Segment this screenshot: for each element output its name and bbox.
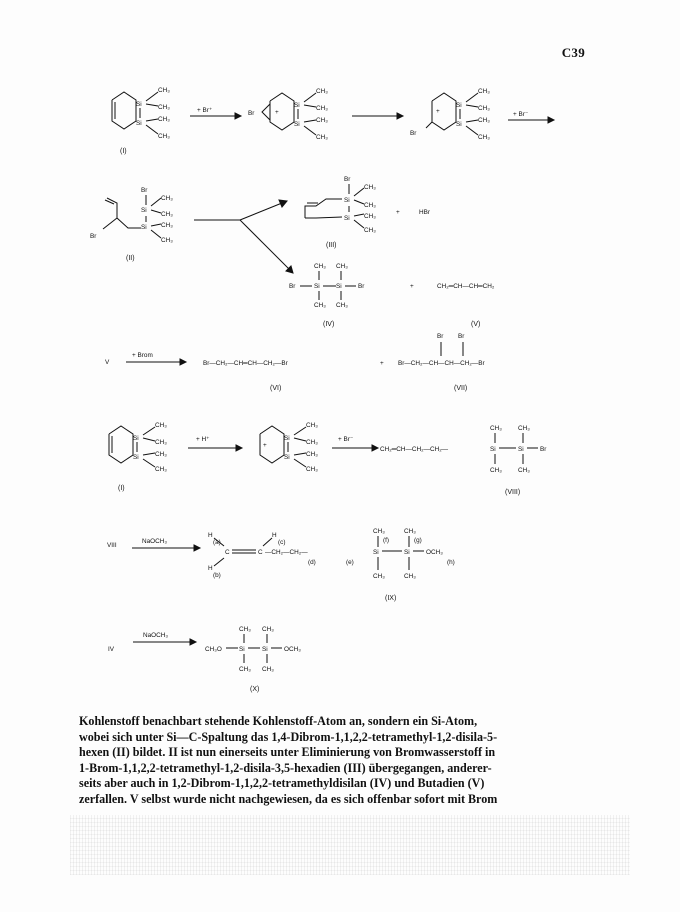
chem-text: Si xyxy=(456,102,462,109)
label-V: (V) xyxy=(471,321,481,328)
ref-VIII: VIII xyxy=(107,542,117,549)
chem-text: CH₃ xyxy=(336,263,348,270)
compound-I-structure-2 xyxy=(109,422,167,473)
body-paragraph xyxy=(79,714,615,808)
chem-text: Br xyxy=(141,187,148,194)
chem-text: CH₃ xyxy=(161,237,173,244)
chem-text: + xyxy=(410,283,414,290)
chem-text: CH₃ xyxy=(155,422,167,429)
reagent-naoch3: NaOCH₃ xyxy=(142,538,167,545)
chem-text: CH₃ xyxy=(306,422,318,429)
atom-si: Si xyxy=(136,101,142,108)
chem-text: CH₃ xyxy=(404,528,416,535)
svg-text:+: + xyxy=(275,109,279,116)
paragraph-line: seits aber auch in 1,2-Dibrom-1,1,2,2-tetramethyldisilan (IV) und Butadien (V) xyxy=(79,776,485,791)
chem-text: CH₃ xyxy=(262,666,274,673)
chem-text: Si xyxy=(314,283,320,290)
chem-text: Si xyxy=(294,121,300,128)
chem-text: CH₃ xyxy=(314,302,326,309)
chem-text: CH₃ xyxy=(158,116,170,123)
chem-text: CH₃ xyxy=(316,134,328,141)
chem-text: C xyxy=(258,549,263,556)
paragraph-line: wobei sich unter Si—C-Spaltung das 1,4-Dibrom-1,1,2,2-tetramethyl-1,2-disila-5- xyxy=(79,729,498,744)
chem-text: Br xyxy=(90,233,97,240)
compound-I-structure xyxy=(112,87,170,140)
chem-text: (c) xyxy=(278,539,286,546)
chem-text: CH₃ xyxy=(161,222,173,229)
chem-text: Br xyxy=(344,176,351,183)
chem-text: CH₃ xyxy=(161,211,173,218)
ref-IV: IV xyxy=(108,646,115,653)
chem-text: Si xyxy=(373,549,379,556)
reagent-br-plus: + Br⁺ xyxy=(197,107,213,114)
chem-text: + xyxy=(380,360,384,367)
chem-text: (h) xyxy=(447,559,455,566)
chem-text: Si xyxy=(141,207,147,214)
chem-text: CH₃ xyxy=(155,439,167,446)
paragraph-line: Kohlenstoff benachbart stehende Kohlenstoff-Atom an, sondern ein Si-Atom, xyxy=(79,714,478,728)
chem-text: CH₃ xyxy=(364,213,376,220)
chem-text: CH₃ xyxy=(239,666,251,673)
compound-VII-structure xyxy=(398,333,485,367)
chem-text: (d) xyxy=(308,559,316,566)
chem-text: CH₂═CH—CH₂—CH₂— xyxy=(380,446,449,453)
chem-text: Si xyxy=(262,646,268,653)
chem-text: CH₃ xyxy=(158,87,170,94)
chem-text: OCH₃ xyxy=(426,549,443,556)
chem-text: Br xyxy=(289,283,296,290)
atom-si: Si xyxy=(136,120,142,127)
chem-text: Si xyxy=(133,454,139,461)
svg-text:+: + xyxy=(263,442,267,449)
chem-text: Si xyxy=(284,454,290,461)
chem-text: CH₃ xyxy=(518,425,530,432)
label-VII: (VII) xyxy=(454,385,468,392)
compound-II-structure xyxy=(90,187,173,244)
chem-text: Br xyxy=(540,446,547,453)
chem-text: Br xyxy=(458,333,465,340)
chem-text: CH₃O xyxy=(205,646,222,653)
chem-text: (b) xyxy=(213,572,221,579)
chem-text: Br xyxy=(248,110,255,117)
chem-text: CH₃ xyxy=(478,134,490,141)
chem-text: CH₃ xyxy=(404,573,416,580)
compound-X-structure xyxy=(205,626,301,673)
chem-text: (f) xyxy=(383,537,390,544)
chem-text: Si xyxy=(404,549,410,556)
compound-IV-structure xyxy=(289,263,365,309)
chem-text: Si xyxy=(490,446,496,453)
chem-text: CH₃ xyxy=(478,117,490,124)
compound-III-structure xyxy=(305,176,376,234)
chem-text: (e) xyxy=(346,559,354,566)
svg-text:+: + xyxy=(436,108,440,115)
label-III: (III) xyxy=(326,242,337,249)
paragraph-line: hexen (II) bildet. II ist nun einerseits unter Eliminierung von Bromwasserstoff in xyxy=(79,745,496,760)
chem-text: Si xyxy=(284,435,290,442)
chem-text: CH₃ xyxy=(373,528,385,535)
chem-text: CH₃ xyxy=(478,105,490,112)
chem-text: (g) xyxy=(414,537,422,544)
chem-text: Si xyxy=(133,435,139,442)
chem-text: CH₃ xyxy=(158,133,170,140)
chem-text: Br xyxy=(410,130,417,137)
chem-text: H xyxy=(208,565,213,572)
chem-text: CH₃ xyxy=(316,117,328,124)
label-IV: (IV) xyxy=(323,321,335,328)
carbocation-intermediate xyxy=(410,88,490,141)
chem-text: Si xyxy=(141,224,147,231)
paragraph-line: 1-Brom-1,1,2,2-tetramethyl-1,2-disila-3,5-hexadien (III) übergegangen, anderer- xyxy=(79,760,492,775)
chem-text: CH₃ xyxy=(155,451,167,458)
chem-text: CH₃ xyxy=(316,88,328,95)
chem-text: Si xyxy=(336,283,342,290)
chem-text: Si xyxy=(344,197,350,204)
protonated-intermediate xyxy=(260,422,318,473)
chem-text: H xyxy=(272,532,277,539)
reagent-br-minus-2: + Br⁻ xyxy=(338,436,354,443)
reagent-naoch3-2: NaOCH₃ xyxy=(143,632,168,639)
chem-text: CH₃ xyxy=(490,425,502,432)
chem-text: Si xyxy=(239,646,245,653)
chem-text: CH₃ xyxy=(239,626,251,633)
ref-V: V xyxy=(105,359,110,366)
chem-text: CH₃ xyxy=(364,227,376,234)
reagent-br-minus: + Br⁻ xyxy=(513,111,529,118)
chem-text: CH₃ xyxy=(478,88,490,95)
chem-text: CH₃ xyxy=(316,105,328,112)
chem-text: CH₃ xyxy=(314,263,326,270)
chem-text: Si xyxy=(294,102,300,109)
chem-text: CH₃ xyxy=(336,302,348,309)
chem-text: OCH₃ xyxy=(284,646,301,653)
reagent-h-plus: + H⁺ xyxy=(196,436,210,443)
label-VI: (VI) xyxy=(270,385,282,392)
label-VIII: (VIII) xyxy=(505,489,521,496)
compound-VI-formula: Br—CH₂—CH═CH—CH₂—Br xyxy=(203,360,288,367)
hbr: HBr xyxy=(419,209,431,216)
chem-text: Si xyxy=(456,121,462,128)
label-I: (I) xyxy=(120,148,127,155)
chem-text: CH₃ xyxy=(364,184,376,191)
chem-text: H xyxy=(208,532,213,539)
paragraph-line: zerfallen. V selbst wurde nicht nachgewiesen, da es sich offenbar sofort mit Brom xyxy=(79,791,498,806)
page-number: C39 xyxy=(561,45,585,60)
chem-text: CH₃ xyxy=(306,439,318,446)
chem-text: (a) xyxy=(213,539,221,546)
compound-IX-structure xyxy=(208,528,455,580)
chem-text: CH₃ xyxy=(306,451,318,458)
label-IX: (IX) xyxy=(385,595,397,602)
reagent-brom: + Brom xyxy=(132,352,153,359)
label-I-2: (I) xyxy=(118,485,125,492)
chem-text: CH₃ xyxy=(262,626,274,633)
chem-text: C xyxy=(225,549,230,556)
bromonium-intermediate xyxy=(248,88,328,141)
chem-text: CH₃ xyxy=(158,104,170,111)
butadiene-formula: CH₂═CH—CH═CH₂ xyxy=(437,283,495,290)
label-II: (II) xyxy=(126,255,135,262)
chem-text: Br xyxy=(437,333,444,340)
chem-text: CH₃ xyxy=(161,195,173,202)
chem-text: CH₃ xyxy=(155,466,167,473)
chem-text: CH₃ xyxy=(306,466,318,473)
chem-text: CH₃ xyxy=(518,467,530,474)
chem-text: —CH₂—CH₂— xyxy=(265,549,308,556)
chem-text: CH₃ xyxy=(490,467,502,474)
chem-text: CH₃ xyxy=(373,573,385,580)
compound-VIII-structure xyxy=(380,425,547,474)
chem-text: + xyxy=(396,209,400,216)
chem-text: CH₃ xyxy=(364,202,376,209)
chem-text: Br xyxy=(358,283,365,290)
chem-text: Si xyxy=(344,215,350,222)
chem-text: Br—CH₂—CH—CH—CH₂—Br xyxy=(398,360,485,367)
scan-noise-area xyxy=(70,815,630,875)
chem-text: Si xyxy=(518,446,524,453)
label-X: (X) xyxy=(250,686,260,693)
